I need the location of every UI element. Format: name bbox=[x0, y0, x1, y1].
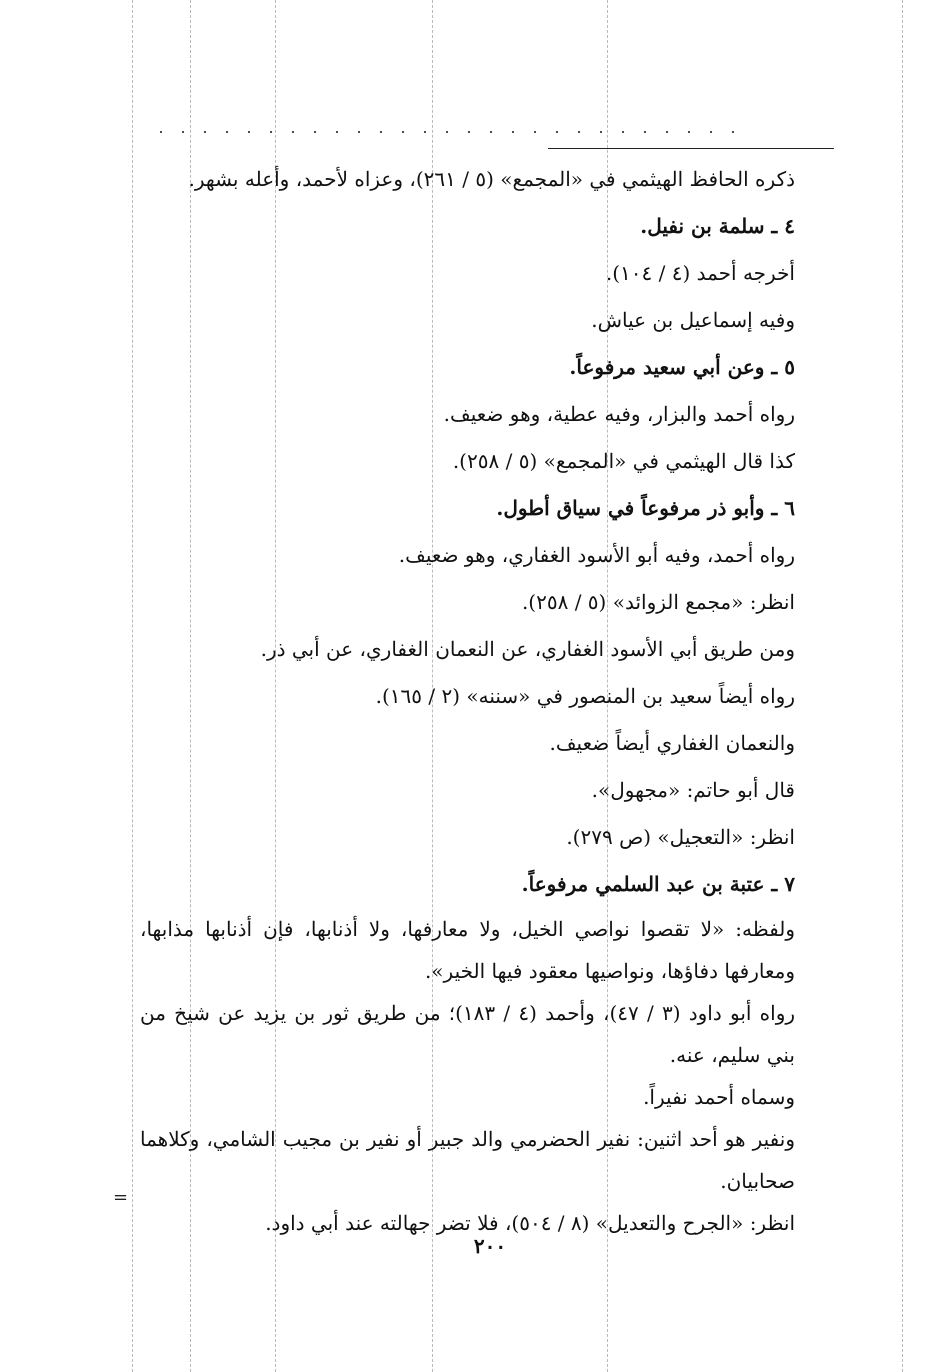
footnote-text-block bbox=[140, 156, 795, 1244]
text-line: ذكره الحافظ الهيثمي في «المجمع» (٥ / ٢٦١)، وعزاه لأحمد، وأعله بشهر. bbox=[188, 167, 795, 191]
dotted-header-rule bbox=[150, 130, 750, 134]
text-line: ومعارفها دفاؤها، ونواصيها معقود فيها الخير». bbox=[424, 959, 795, 983]
text-line: انظر: «الجرح والتعديل» (٨ / ٥٠٤)، فلا تضر جهالته عند أبي داود. bbox=[265, 1211, 795, 1235]
text-line: ولفظه: «لا تقصوا نواصي الخيل، ولا معارفها، ولا أذنابها، فإن أذنابها مذابها، bbox=[140, 917, 795, 941]
text-line: وفيه إسماعيل بن عياش. bbox=[591, 308, 795, 332]
text-line: رواه أحمد والبزار، وفيه عطية، وهو ضعيف. bbox=[443, 402, 795, 426]
text-line: انظر: «مجمع الزوائد» (٥ / ٢٥٨). bbox=[521, 590, 795, 614]
section-heading: ٤ ـ سلمة بن نفيل. bbox=[640, 214, 795, 238]
text-line: انظر: «التعجيل» (ص ٢٧٩). bbox=[566, 825, 795, 849]
text-line: بني سليم، عنه. bbox=[669, 1043, 795, 1067]
text-line: رواه أيضاً سعيد بن المنصور في «سننه» (٢ / ١٦٥). bbox=[375, 684, 795, 708]
text-line: قال أبو حاتم: «مجهول». bbox=[591, 778, 795, 802]
footnote-separator-rule bbox=[548, 148, 834, 149]
text-line: أخرجه أحمد (٤ / ١٠٤). bbox=[605, 261, 795, 285]
text-line: رواه أبو داود (٣ / ٤٧)، وأحمد (٤ / ١٨٣)؛ من طريق ثور بن يزيد عن شيخ من bbox=[140, 1001, 795, 1025]
text-line: صحابيان. bbox=[720, 1169, 795, 1193]
text-line: كذا قال الهيثمي في «المجمع» (٥ / ٢٥٨). bbox=[452, 449, 795, 473]
scan-guide-line bbox=[132, 0, 133, 1372]
text-line: والنعمان الغفاري أيضاً ضعيف. bbox=[549, 731, 795, 755]
section-heading: ٥ ـ وعن أبي سعيد مرفوعاً. bbox=[569, 355, 795, 379]
text-line: وسماه أحمد نفيراً. bbox=[643, 1085, 795, 1109]
scan-guide-line bbox=[902, 0, 903, 1372]
text-line: رواه أحمد، وفيه أبو الأسود الغفاري، وهو ضعيف. bbox=[398, 543, 795, 567]
page-number: ٢٠٠ bbox=[473, 1234, 507, 1258]
section-heading: ٧ ـ عتبة بن عبد السلمي مرفوعاً. bbox=[521, 872, 795, 896]
section-heading: ٦ ـ وأبو ذر مرفوعاً في سياق أطول. bbox=[496, 496, 795, 520]
text-line: ومن طريق أبي الأسود الغفاري، عن النعمان الغفاري، عن أبي ذر. bbox=[260, 637, 795, 661]
text-line: ونفير هو أحد اثنين: نفير الحضرمي والد جبير أو نفير بن مجيب الشامي، وكلاهما bbox=[140, 1127, 795, 1151]
margin-mark: = bbox=[113, 1187, 129, 1208]
